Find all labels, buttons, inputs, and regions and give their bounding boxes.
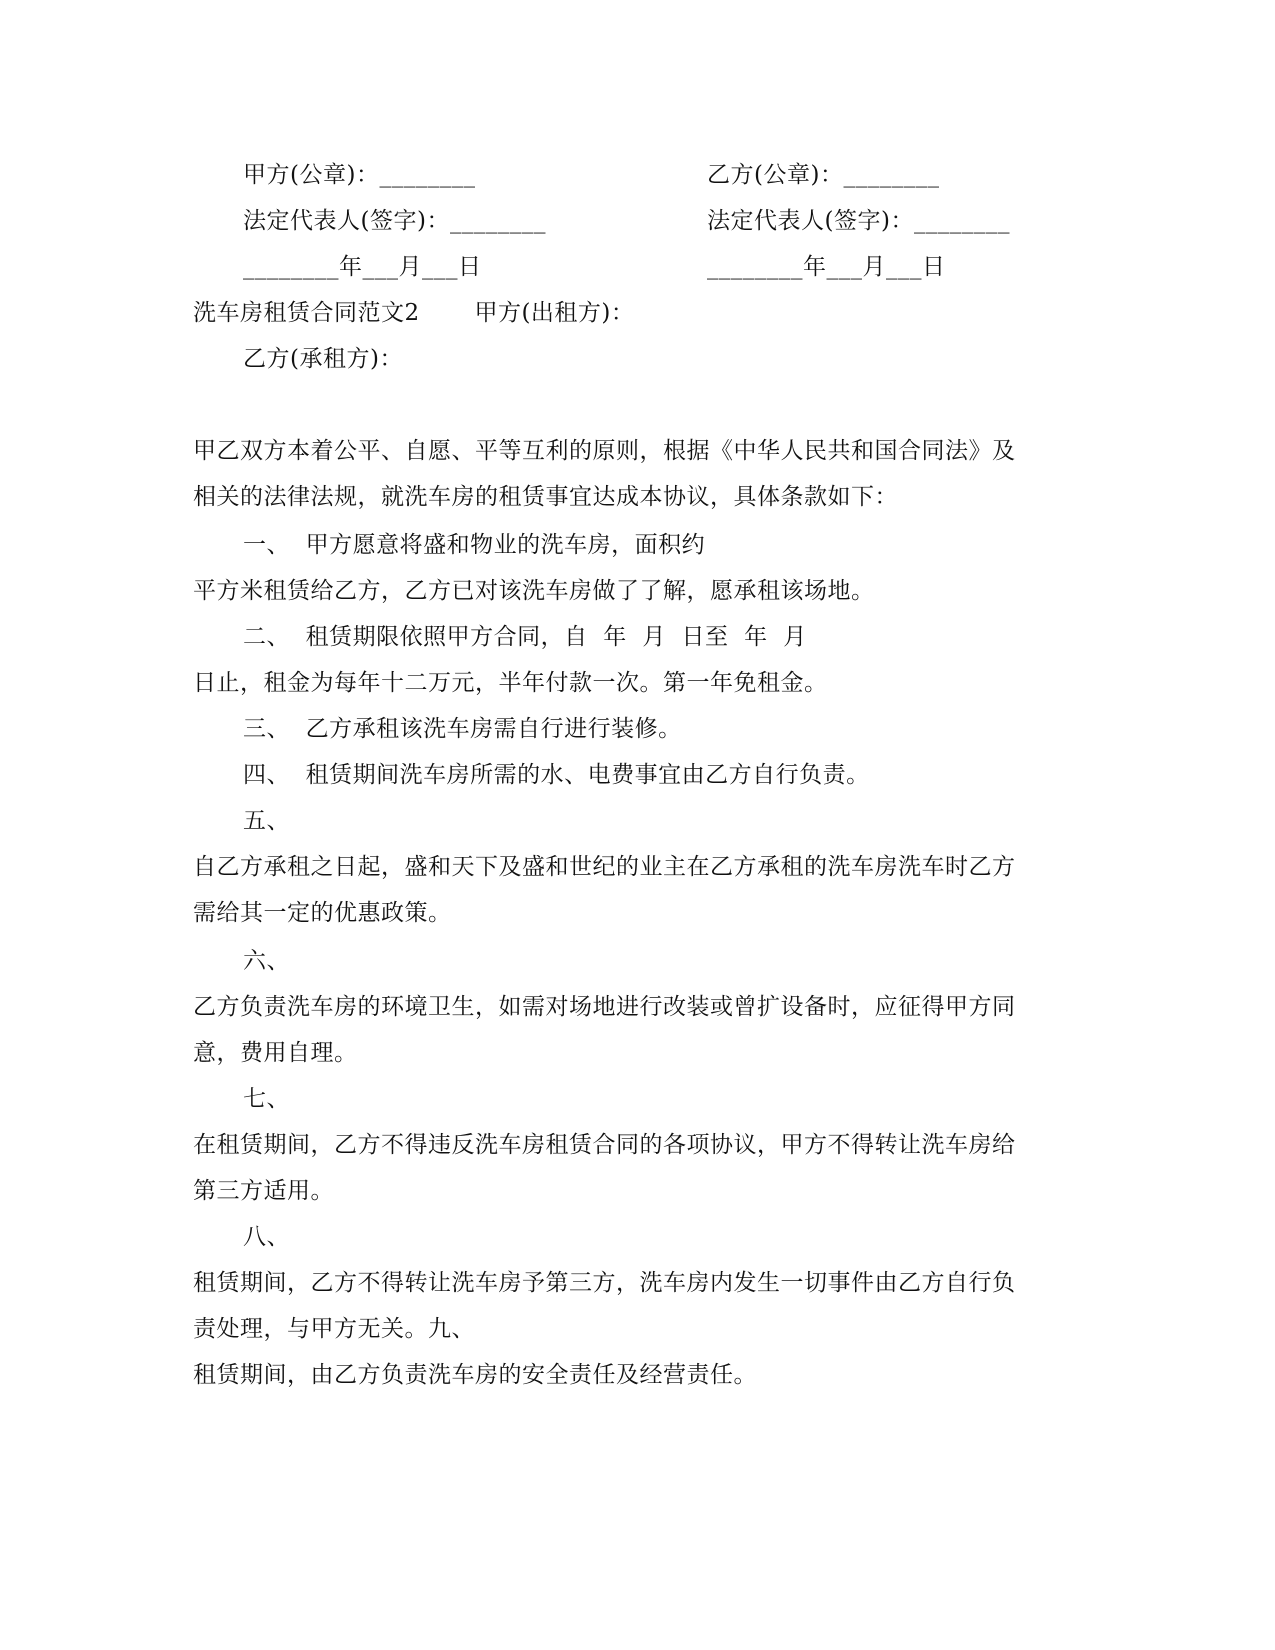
intro-line-2: 相关的法律法规，就洗车房的租赁事宜达成本协议，具体条款如下：	[193, 484, 898, 510]
clause-3: 三、 乙方承租该洗车房需自行进行装修。	[243, 716, 682, 742]
clause-1-line-2: 平方米租赁给乙方，乙方已对该洗车房做了了解，愿承租该场地。	[193, 578, 875, 604]
clause-8-number: 八、	[243, 1224, 290, 1250]
clause-6-line-1: 乙方负责洗车房的环境卫生，如需对场地进行改装或曾扩设备时，应征得甲方同	[193, 994, 1016, 1020]
clause-5-number: 五、	[243, 808, 290, 834]
party-b-seal: 乙方(公章)：________	[707, 162, 940, 188]
clause-4: 四、 租赁期间洗车房所需的水、电费事宜由乙方自行负责。	[243, 762, 870, 788]
contract-heading: 洗车房租赁合同范文2 甲方(出租方)：	[193, 300, 635, 326]
clause-6-number: 六、	[243, 948, 290, 974]
clause-1-line-1: 一、 甲方愿意将盛和物业的洗车房，面积约	[243, 532, 706, 558]
clause-8-line-2: 责处理，与甲方无关。九、	[193, 1316, 475, 1342]
clause-5-line-1: 自乙方承租之日起，盛和天下及盛和世纪的业主在乙方承租的洗车房洗车时乙方	[193, 854, 1016, 880]
party-a-representative: 法定代表人(签字)：________	[243, 208, 546, 234]
clause-8-line-1: 租赁期间，乙方不得转让洗车房予第三方，洗车房内发生一切事件由乙方自行负	[193, 1270, 1016, 1296]
clause-6-line-2: 意，费用自理。	[193, 1040, 358, 1066]
clause-7-line-2: 第三方适用。	[193, 1178, 334, 1204]
clause-2-line-1: 二、 租赁期限依照甲方合同，自 年 月 日至 年 月	[243, 624, 807, 650]
clause-2-line-2: 日止，租金为每年十二万元，半年付款一次。第一年免租金。	[193, 670, 828, 696]
clause-5-line-2: 需给其一定的优惠政策。	[193, 900, 452, 926]
clause-9-line-1: 租赁期间，由乙方负责洗车房的安全责任及经营责任。	[193, 1362, 757, 1388]
party-b-lessee: 乙方(承租方)：	[243, 346, 403, 372]
intro-line-1: 甲乙双方本着公平、自愿、平等互利的原则，根据《中华人民共和国合同法》及	[193, 438, 1016, 464]
party-a-date: ________年___月___日	[243, 254, 482, 280]
clause-7-number: 七、	[243, 1086, 290, 1112]
party-b-representative: 法定代表人(签字)：________	[707, 208, 1010, 234]
clause-7-line-1: 在租赁期间，乙方不得违反洗车房租赁合同的各项协议，甲方不得转让洗车房给	[193, 1132, 1016, 1158]
party-b-date: ________年___月___日	[707, 254, 946, 280]
party-a-seal: 甲方(公章)：________	[243, 162, 476, 188]
